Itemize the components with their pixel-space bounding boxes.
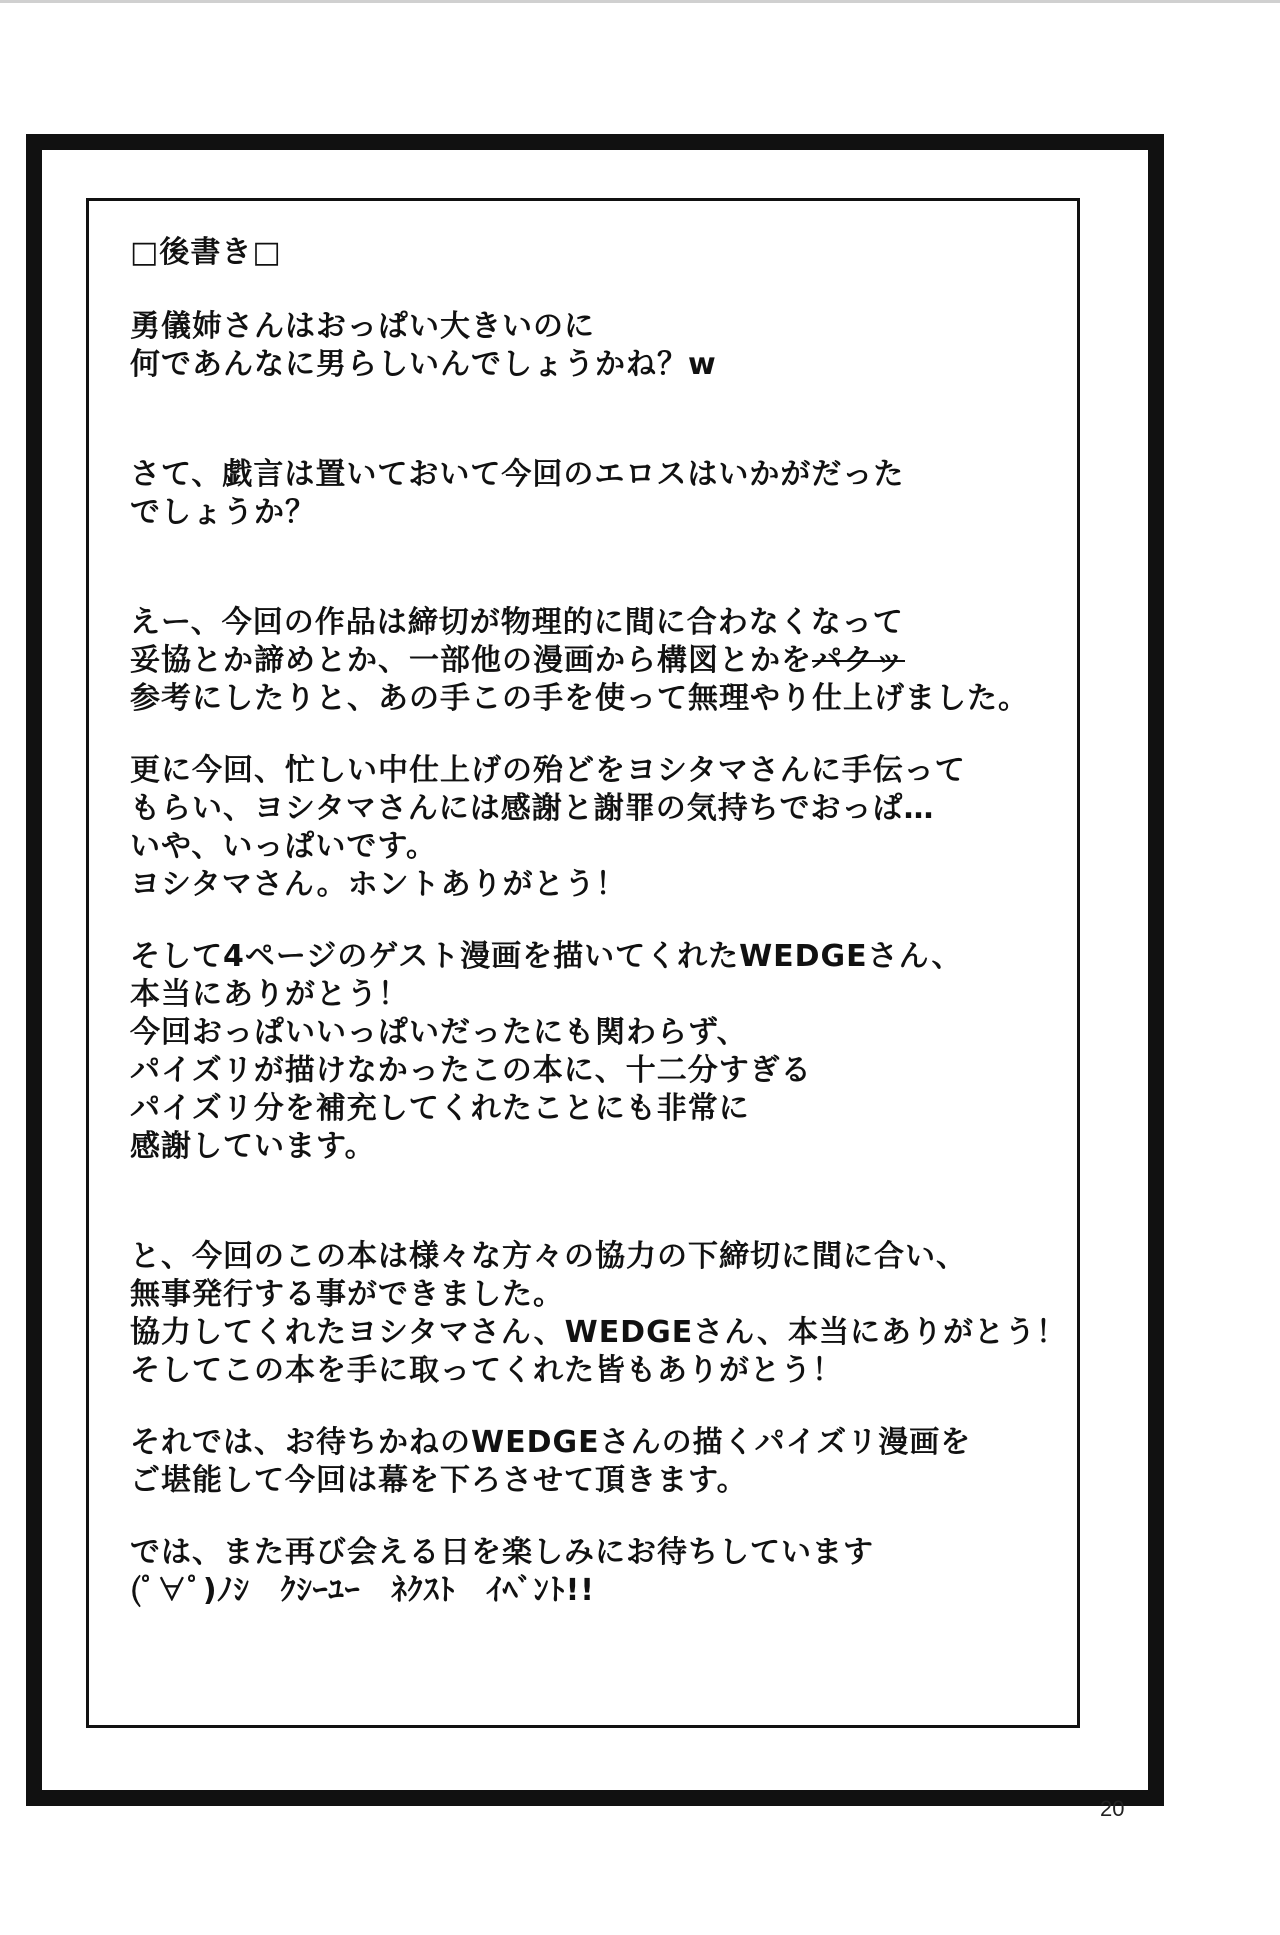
text-line: それでは、お待ちかねのWEDGEさんの描くパイズリ漫画を bbox=[130, 1425, 972, 1460]
text-line: もらい、ヨシタマさんには感謝と謝罪の気持ちでおっぱ… bbox=[130, 791, 935, 826]
text-line: 本当にありがとう！ bbox=[130, 977, 409, 1012]
paragraph-4 bbox=[130, 752, 1050, 904]
text-line: パイズリが描けなかったこの本に、十二分すぎる bbox=[130, 1053, 812, 1088]
afterword-text-block bbox=[130, 232, 1068, 1610]
text-line: でしょうか？ bbox=[130, 495, 316, 530]
paragraph-8 bbox=[130, 1534, 1050, 1610]
struck-through-word: パクッ bbox=[812, 643, 905, 678]
text-line: ヨシタマさん。ホントありがとう！ bbox=[130, 867, 627, 902]
text-line: 今回おっぱいいっぱいだったにも関わらず、 bbox=[130, 1015, 748, 1050]
text-line: そしてこの本を手に取ってくれた皆もありがとう！ bbox=[130, 1353, 843, 1388]
scan-top-edge bbox=[0, 0, 1280, 3]
text-line: 参考にしたりと、あの手この手を使って無理やり仕上げました。 bbox=[130, 681, 1029, 716]
text-line: えー、今回の作品は締切が物理的に間に合わなくなって bbox=[130, 605, 904, 640]
text-line: 感謝しています。 bbox=[130, 1129, 376, 1164]
text-line-part: 妥協とか諦めとか、一部他の漫画から構図とかを bbox=[130, 643, 812, 678]
paragraph-6 bbox=[130, 1238, 1068, 1390]
text-line: ご堪能して今回は幕を下ろさせて頂きます。 bbox=[130, 1463, 748, 1498]
text-line: そして4ページのゲスト漫画を描いてくれたWEDGEさん、 bbox=[130, 939, 963, 974]
text-line bbox=[130, 642, 1050, 680]
text-line: パイズリ分を補充してくれたことにも非常に bbox=[130, 1091, 750, 1126]
text-line: 更に今回、忙しい中仕上げの殆どをヨシタマさんに手伝って bbox=[130, 753, 966, 788]
afterword-heading: □後書き□ bbox=[130, 235, 282, 270]
paragraph-7 bbox=[130, 1424, 1050, 1500]
text-line: 無事発行する事ができました。 bbox=[130, 1277, 564, 1312]
text-line: さて、戯言は置いておいて今回のエロスはいかがだった bbox=[130, 457, 905, 492]
text-line: 勇儀姉さんはおっぱい大きいのに bbox=[130, 309, 595, 344]
text-line: いや、いっぱいです。 bbox=[130, 829, 437, 864]
paragraph-3 bbox=[130, 604, 1050, 718]
paragraph-1 bbox=[130, 308, 1050, 384]
page-number: 20 bbox=[1100, 1796, 1125, 1821]
text-line: では、また再び会える日を楽しみにお待ちしています bbox=[130, 1535, 874, 1570]
paragraph-2 bbox=[130, 456, 1050, 532]
text-line: (ﾟ∀ﾟ)ﾉｼ ｸｼｰﾕｰ ﾈｸｽﾄ ｲﾍﾞﾝﾄ!! bbox=[130, 1573, 595, 1608]
paragraph-5 bbox=[130, 938, 1050, 1166]
text-line: と、今回のこの本は様々な方々の協力の下締切に間に合い、 bbox=[130, 1239, 967, 1274]
text-line: 協力してくれたヨシタマさん、WEDGEさん、本当にありがとう！ bbox=[130, 1315, 1068, 1350]
text-line: 何であんなに男らしいんでしょうかね？w bbox=[130, 347, 717, 382]
